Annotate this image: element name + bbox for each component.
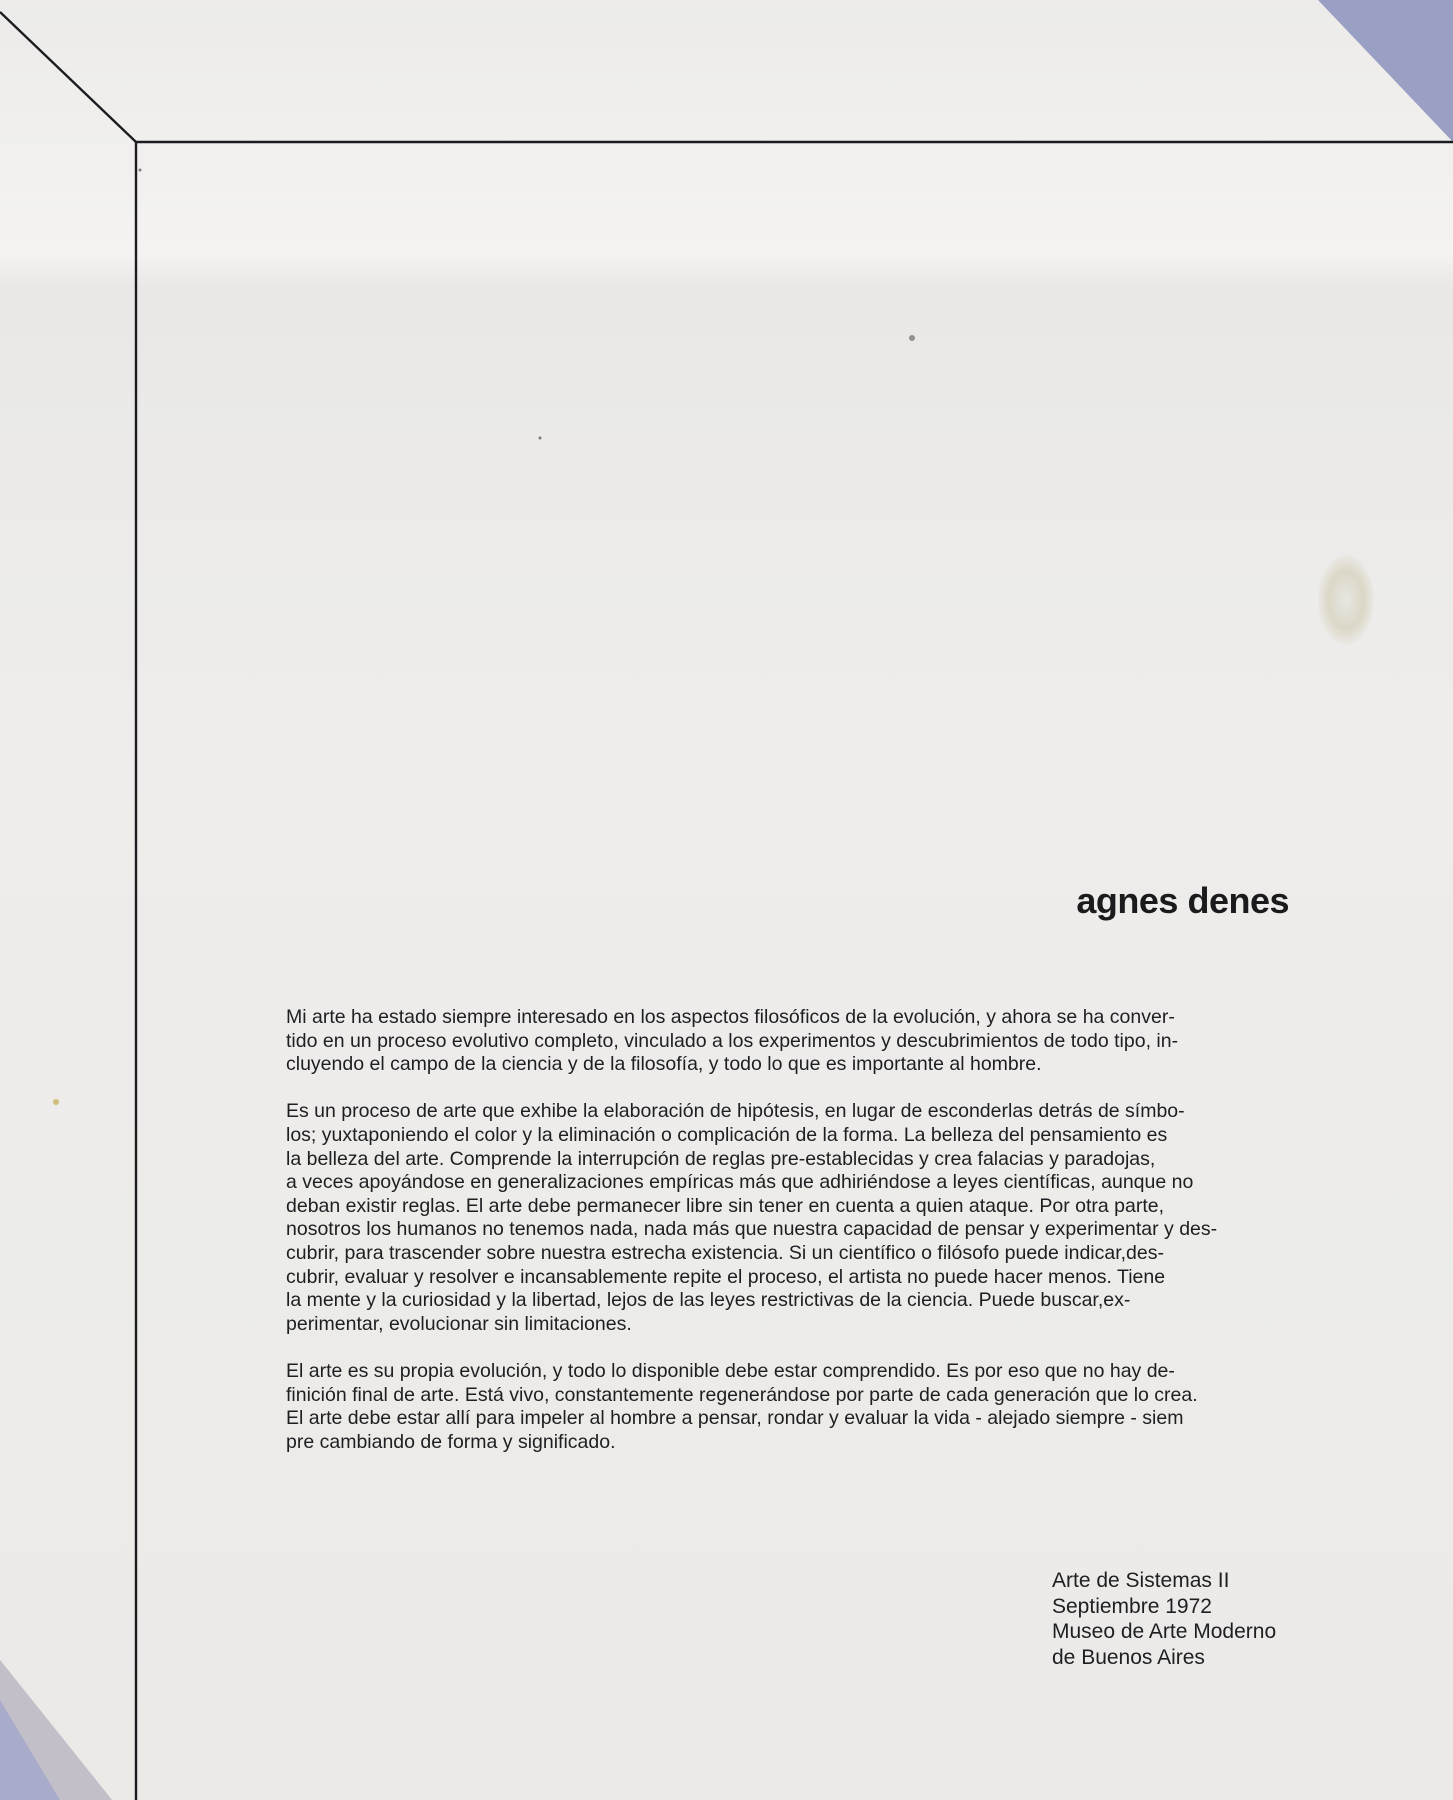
text-line: tido en un proceso evolutivo completo, vinculado a los experimentos y descubrimientos de todo tipo, in- [286, 1029, 1179, 1052]
top-right-corner-cutout [1318, 0, 1453, 142]
text-line: Es un proceso de arte que exhibe la elaboración de hipótesis, en lugar de esconderlas detrás de símbo- [286, 1100, 1185, 1123]
text-line: a veces apoyándose en generalizaciones empíricas más que adhiriéndose a leyes científicas, aunque no [286, 1171, 1194, 1194]
text-line: El arte debe estar allí para impeler al hombre a pensar, rondar y evaluar la vida - alejado siempre - siem [286, 1407, 1184, 1430]
paper-stain [1318, 555, 1374, 645]
statement-text [286, 1006, 1306, 1478]
text-line: pre cambiando de forma y significado. [286, 1430, 616, 1453]
paragraph-3 [286, 1360, 1306, 1454]
text-line: la belleza del arte. Comprende la interrupción de reglas pre-establecidas y crea falacias y paradojas, [286, 1147, 1156, 1170]
text-line: cubrir, para trascender sobre nuestra estrecha existencia. Si un científico o filósofo puede indicar,des- [286, 1241, 1164, 1264]
text-line: la mente y la curiosidad y la libertad, lejos de las leyes restrictivas de la ciencia. Puede buscar,ex- [286, 1289, 1131, 1312]
text-line: cluyendo el campo de la ciencia y de la filosofía, y todo lo que es importante al hombre. [286, 1053, 1042, 1076]
colophon-line: de Buenos Aires [1052, 1645, 1205, 1669]
text-line: El arte es su propia evolución, y todo lo disponible debe estar comprendido. Es por eso que no hay de- [286, 1359, 1175, 1382]
text-line: los; yuxtaponiendo el color y la eliminación o complicación de la forma. La belleza del pensamiento es [286, 1123, 1168, 1146]
colophon-line: Museo de Arte Moderno [1052, 1620, 1277, 1643]
exhibition-colophon [1052, 1568, 1276, 1670]
paragraph-1 [286, 1006, 1306, 1077]
paragraph-2 [286, 1100, 1306, 1336]
text-line: Mi arte ha estado siempre interesado en los aspectos filosóficos de la evolución, y ahora se ha conver- [286, 1006, 1175, 1028]
artist-name-heading: agnes denes [1076, 880, 1289, 921]
colophon-line: Septiembre 1972 [1052, 1594, 1212, 1618]
colophon-line: Arte de Sistemas II [1052, 1569, 1230, 1592]
frame-diagonal-line [0, 12, 136, 142]
text-line: cubrir, evaluar y resolver e incansablemente repite el proceso, el artista no puede hacer menos. Tiene [286, 1265, 1166, 1288]
text-line: deban existir reglas. El arte debe permanecer libre sin tener en cuenta a quien ataque. Por otra parte, [286, 1194, 1165, 1217]
text-line: finición final de arte. Está vivo, constantemente regenerándose por parte de cada generación que lo crea. [286, 1383, 1198, 1406]
text-line: perimentar, evolucionar sin limitaciones. [286, 1312, 632, 1335]
text-line: nosotros los humanos no tenemos nada, nada más que nuestra capacidad de pensar y experimentar y des- [286, 1218, 1218, 1241]
